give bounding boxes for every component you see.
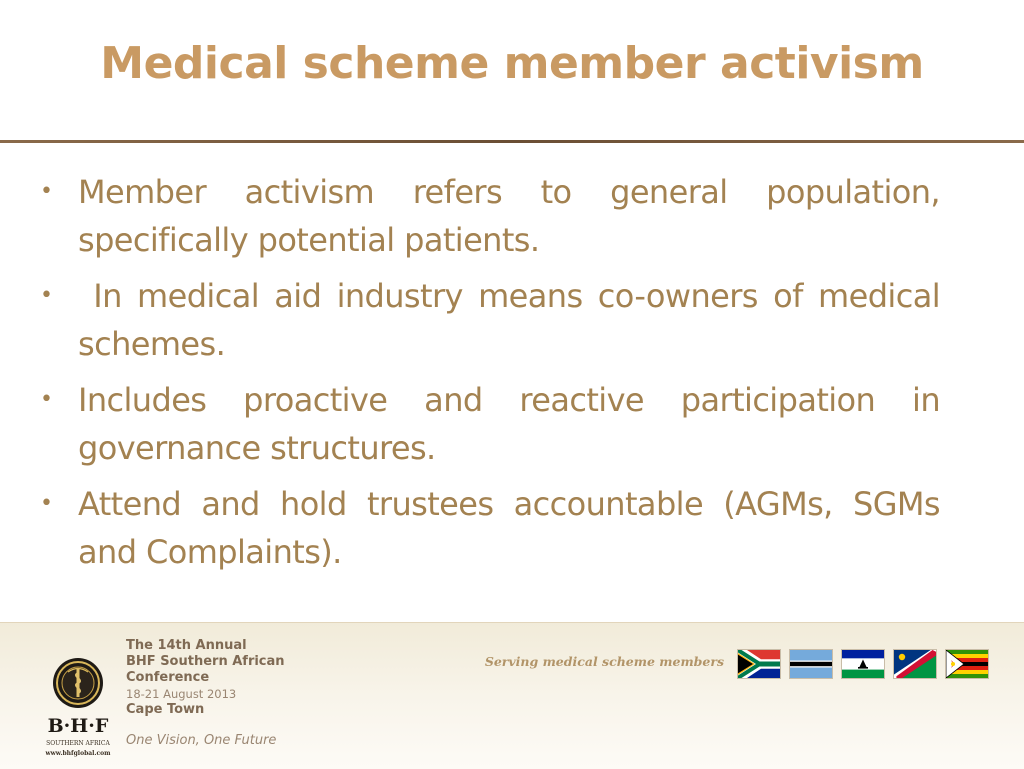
zimbabwe-flag-icon	[946, 650, 988, 678]
bullet-marker: •	[40, 283, 53, 308]
conference-edition: The 14th Annual	[126, 638, 247, 653]
bullet-item	[40, 272, 940, 368]
footer-tagline: Serving medical scheme members	[484, 654, 724, 669]
conference-motto: One Vision, One Future	[126, 733, 277, 748]
bhf-emblem-icon	[40, 653, 116, 715]
lesotho-flag-icon	[842, 650, 884, 678]
south-africa-flag-icon	[738, 650, 780, 678]
bullet-text: In medical aid industry means co-owners of medical schemes.	[78, 277, 940, 363]
bullet-text: Includes proactive and reactive participation in governance structures.	[78, 381, 940, 467]
bullet-marker: •	[40, 491, 53, 516]
bhf-logo-text: B·H·F	[47, 715, 109, 737]
flags-row	[738, 650, 988, 680]
bhf-logo-subtitle: SOUTHERN AFRICA	[46, 740, 110, 747]
bullet-marker: •	[40, 387, 53, 412]
bullet-item	[40, 168, 940, 264]
slide-title: Medical scheme member activism	[100, 38, 924, 89]
bullet-item	[40, 376, 940, 472]
bhf-logo-url: www.bhfglobal.com	[45, 750, 111, 757]
bhf-logo	[40, 653, 116, 761]
conference-info	[126, 638, 366, 718]
namibia-flag-icon	[894, 650, 936, 678]
conference-name: BHF Southern African	[126, 654, 285, 669]
conference-dates: 18-21 August 2013	[126, 687, 237, 701]
bullet-marker: •	[40, 179, 53, 204]
conference-footer	[0, 622, 1024, 769]
bullet-text: Attend and hold trustees accountable (AGMs, SGMs and Complaints).	[78, 485, 940, 571]
botswana-flag-icon	[790, 650, 832, 678]
bullet-item	[40, 480, 940, 576]
title-divider	[0, 140, 1024, 143]
conference-location: Cape Town	[126, 702, 205, 717]
bullet-list	[40, 168, 940, 584]
conference-name-cont: Conference	[126, 670, 210, 685]
bullet-text: Member activism refers to general population, specifically potential patients.	[78, 173, 940, 259]
